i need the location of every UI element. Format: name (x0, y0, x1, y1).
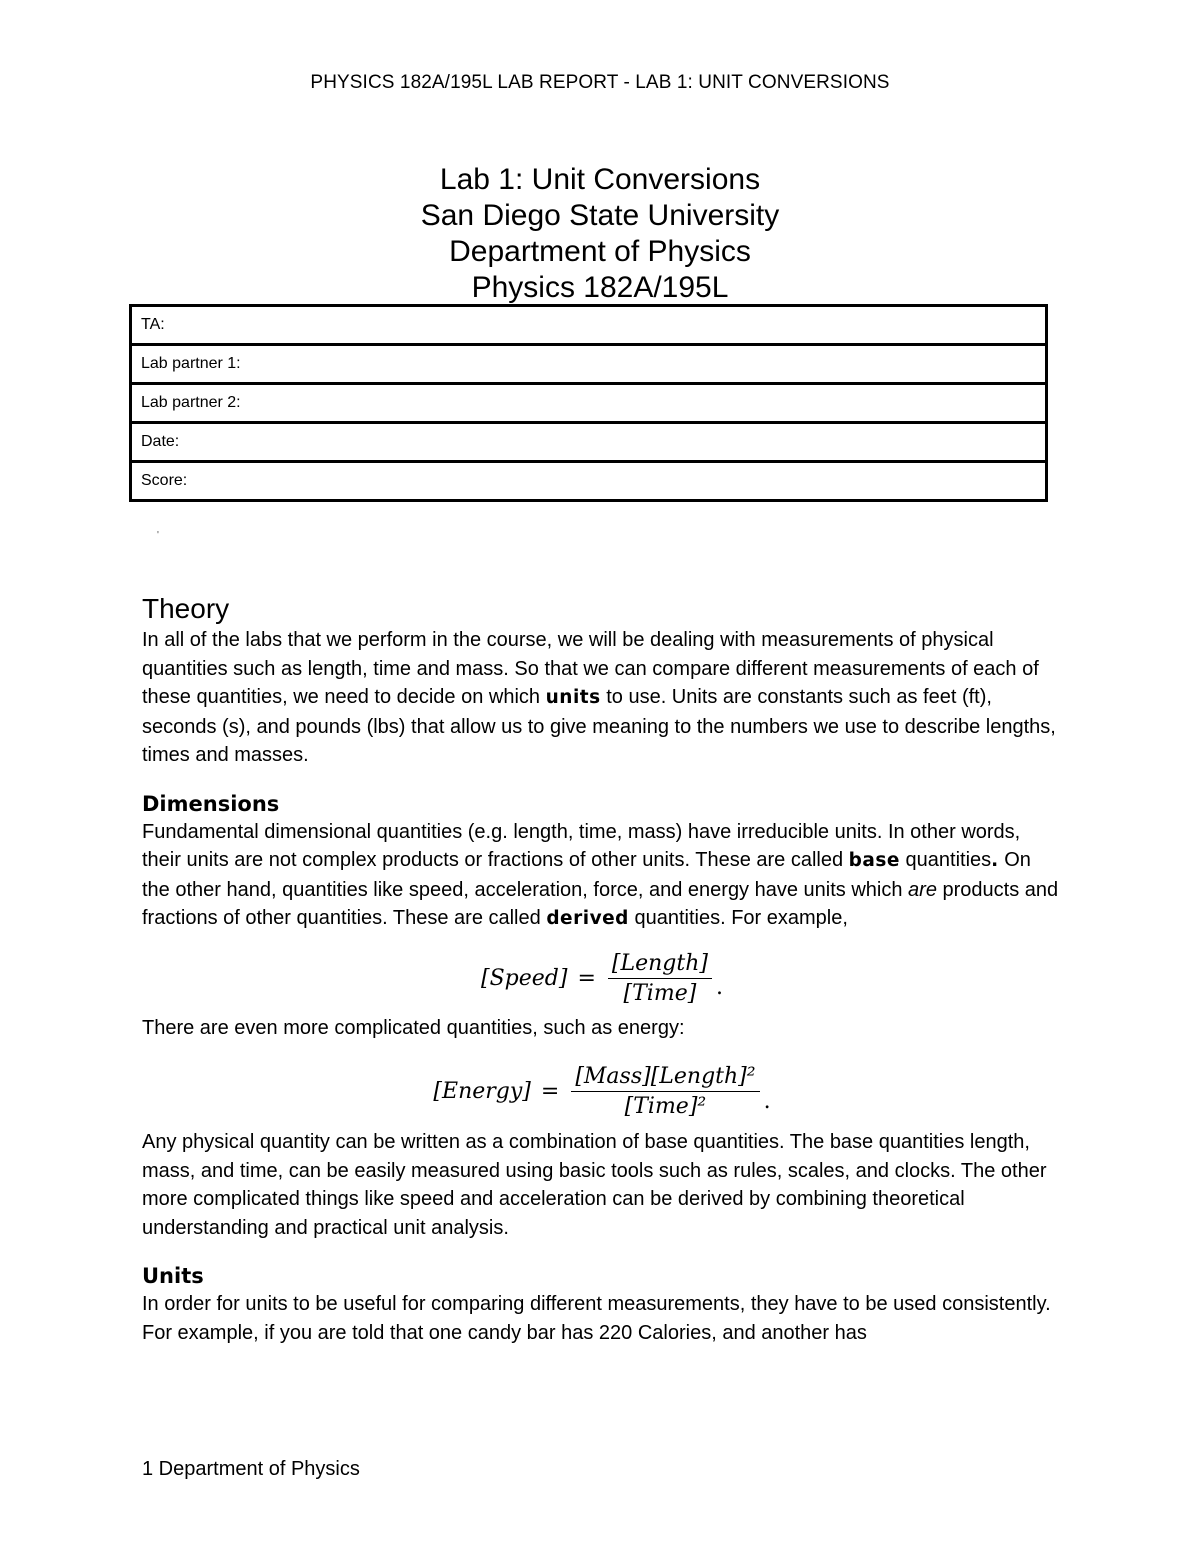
theory-heading: Theory (142, 593, 230, 624)
table-row (131, 306, 1047, 345)
dimensions-text-a: Fundamental dimensional quantities (e.g. length, time, mass) have irreducible units. In other words, their units are not complex products or fractions of other units. These are called (142, 820, 1021, 871)
table-row (131, 423, 1047, 462)
units-bold: units (545, 687, 601, 708)
eq2-period: . (763, 1089, 771, 1114)
page-footer: 1 Department of Physics (142, 1458, 360, 1480)
dimensions-heading: Dimensions (142, 791, 280, 816)
dimensions-text-b: quantities (899, 849, 992, 871)
score-field[interactable]: Score: (131, 462, 1047, 501)
derived-bold: derived (546, 908, 629, 929)
ta-field[interactable]: TA: (131, 306, 1047, 345)
dimensions-text-d: products and fractions of other quantities. These are called (142, 878, 1059, 929)
dimensions-text-e: quantities. For example, (628, 907, 848, 929)
eq1-equals: = (577, 966, 596, 991)
dimensions-paragraph (142, 818, 1062, 934)
eq2-denominator: [Time]² (624, 1093, 707, 1119)
eq1-fraction (608, 951, 712, 1006)
table-row (131, 384, 1047, 423)
stray-mark: ' (157, 530, 159, 541)
body-content (142, 592, 1062, 1347)
units-paragraph: In order for units to be useful for comparing different measurements, they have to be used consistently. For example, if you are told that one candy bar has 220 Calories, and another has (142, 1293, 1051, 1344)
dimensions-text-c: On the other hand, quantities like speed, acceleration, force, and energy have units which (142, 849, 1031, 901)
bold-period: . (991, 850, 999, 871)
table-row (131, 345, 1047, 384)
units-heading: Units (142, 1264, 204, 1288)
running-header: PHYSICS 182A/195L LAB REPORT - LAB 1: UNIT CONVERSIONS (310, 72, 890, 93)
eq2-equals: = (540, 1078, 560, 1104)
course-name: Physics 182A/195L (471, 271, 729, 304)
lab-title: Lab 1: Unit Conversions (439, 163, 761, 196)
speed-equation (142, 944, 1062, 1014)
lab-partner-2-field[interactable]: Lab partner 2: (131, 384, 1047, 423)
eq2-lhs: [Energy] (433, 1078, 531, 1104)
theory-paragraph (142, 626, 1062, 770)
lab-partner-1-field[interactable]: Lab partner 1: (131, 345, 1047, 384)
eq2-fraction (571, 1064, 759, 1119)
title-block (0, 162, 1200, 306)
eq1-numerator: [Length] (608, 951, 712, 979)
university-name: San Diego State University (420, 199, 780, 232)
eq1-period: . (715, 974, 723, 1000)
date-field[interactable]: Date: (131, 423, 1047, 462)
theory-text-1: In all of the labs that we perform in the course, we will be dealing with measurements of physical quantities such as length, time and mass. So that we can compare different measurements of each of these quantities, we need to decide on which (142, 629, 1039, 708)
theory-text-2: to use. Units are constants such as feet (ft), seconds (s), and pounds (lbs) that allow us to give meaning to the numbers we use to describe lengths, times and masses. (142, 686, 1056, 766)
energy-equation (142, 1054, 1062, 1128)
eq1-denominator: [Time] (623, 981, 697, 1006)
department-name: Department of Physics (449, 235, 751, 268)
eq2-numerator: [Mass][Length]² (571, 1064, 759, 1092)
energy-intro: There are even more complicated quantities, such as energy: (142, 1016, 685, 1039)
info-table (129, 304, 1048, 502)
base-quantities-paragraph: Any physical quantity can be written as a combination of base quantities. The base quantities length, mass, and time, can be easily measured using basic tools such as rules, scales, and clocks. The other more complicated things like speed and acceleration can be derived by combining theoretical understanding and practical unit analysis. (142, 1131, 1047, 1239)
eq1-lhs: [Speed] (481, 966, 568, 991)
base-bold: base (848, 850, 900, 871)
table-row (131, 462, 1047, 501)
are-italic: are (908, 878, 937, 901)
